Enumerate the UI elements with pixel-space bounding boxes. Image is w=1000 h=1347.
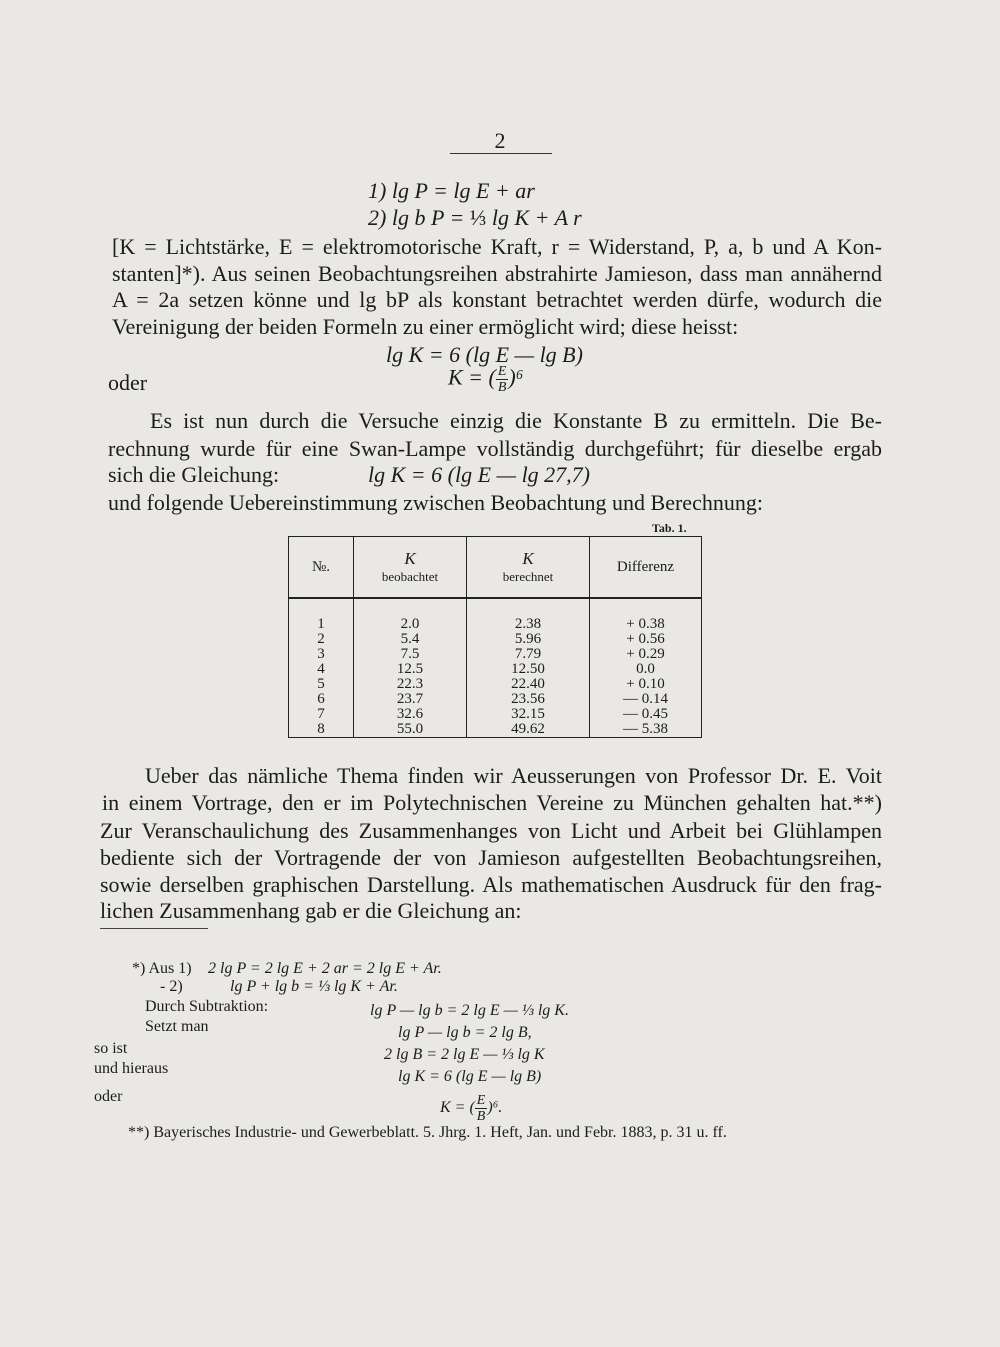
table-row xyxy=(289,632,702,647)
table-row xyxy=(289,662,702,677)
cell-no: 2 xyxy=(289,632,354,647)
cell-calculated: 2.38 xyxy=(467,617,590,632)
formula-alt xyxy=(448,364,523,395)
cell-difference: 0.0 xyxy=(590,662,702,677)
formula-main: lg K = 6 (lg E — lg B) xyxy=(386,342,583,367)
formula-alt-numerator: E xyxy=(497,364,507,379)
fn1-eq-5: 2 lg B = 2 lg E — ⅓ lg K xyxy=(384,1046,545,1063)
table-row xyxy=(289,647,702,662)
para2-formula: lg K = 6 (lg E — lg 27,7) xyxy=(368,462,591,487)
cell-difference: + 0.38 xyxy=(590,617,702,632)
para2-line-4: und folgende Uebereinstimmung zwischen Beobachtung und Berechnung: xyxy=(108,490,763,515)
para2-line-1: Es ist nun durch die Versuche einzig die Konstante B zu ermitteln. Die Be- xyxy=(150,408,882,433)
cell-observed: 23.7 xyxy=(354,692,467,707)
para3-line-1: Ueber das nämliche Thema finden wir Aeusserungen von Professor Dr. E. Voit xyxy=(145,763,882,788)
fn1-eq-7-fraction xyxy=(475,1093,488,1124)
cell-difference: + 0.56 xyxy=(590,632,702,647)
header-difference: Differenz xyxy=(590,537,702,599)
formula-alt-right: )⁶ xyxy=(508,364,524,390)
fn1-eq-4: lg P — lg b = 2 lg B, xyxy=(398,1024,532,1041)
cell-calculated: 32.15 xyxy=(467,707,590,722)
cell-calculated: 22.40 xyxy=(467,677,590,692)
header-observed-symbol: K xyxy=(404,549,416,568)
cell-difference: + 0.10 xyxy=(590,677,702,692)
table-header-row xyxy=(289,537,702,599)
table-caption: Tab. 1. xyxy=(652,521,687,535)
header-calculated-symbol: K xyxy=(522,549,534,568)
footnote-rule xyxy=(100,928,208,929)
formula-2-suffix: lg K + A r xyxy=(486,205,582,230)
table-row xyxy=(289,677,702,692)
cell-observed: 55.0 xyxy=(354,722,467,738)
cell-no: 7 xyxy=(289,707,354,722)
para2-line-3: sich die Gleichung: xyxy=(108,462,280,487)
fn1-label-2: - 2) xyxy=(160,978,183,995)
header-no: №. xyxy=(289,537,354,599)
fn1-eq-7-left: K = ( xyxy=(440,1099,475,1117)
para3-line-5: sowie derselben graphischen Darstellung. Als mathematischen Ausdruck für den frag- xyxy=(100,872,882,897)
cell-calculated: 7.79 xyxy=(467,647,590,662)
fn1-label-5: so ist xyxy=(94,1040,128,1057)
para1-line-4: Vereinigung der beiden Formeln zu einer ermöglicht wird; diese heisst: xyxy=(112,314,739,339)
formula-1: 1) lg P = lg E + ar xyxy=(368,178,535,203)
para3-line-3: Zur Veranschaulichung des Zusammenhanges von Licht und Arbeit bei Glühlampen xyxy=(100,818,882,843)
fn1-eq-7-denominator: B xyxy=(476,1109,486,1124)
table-spacer-row xyxy=(289,598,702,617)
cell-no: 6 xyxy=(289,692,354,707)
cell-observed: 12.5 xyxy=(354,662,467,677)
cell-calculated: 12.50 xyxy=(467,662,590,677)
cell-calculated: 5.96 xyxy=(467,632,590,647)
formula-alt-left: K = ( xyxy=(448,364,496,390)
cell-difference: — 5.38 xyxy=(590,722,702,738)
para1-line-3: A = 2a setzen könne und lg bP als konstant betrachtet werden dürfe, wodurch die xyxy=(112,287,882,312)
cell-observed: 22.3 xyxy=(354,677,467,692)
table-row xyxy=(289,707,702,722)
formula-2 xyxy=(368,205,582,231)
cell-difference: + 0.29 xyxy=(590,647,702,662)
cell-calculated: 49.62 xyxy=(467,722,590,738)
fn1-label-7: oder xyxy=(94,1088,123,1105)
table-row xyxy=(289,722,702,738)
header-calculated xyxy=(467,537,590,599)
fn1-eq-7 xyxy=(440,1093,502,1124)
cell-no: 4 xyxy=(289,662,354,677)
fn1-label-4: Setzt man xyxy=(145,1018,209,1035)
formula-alt-denominator: B xyxy=(497,380,507,395)
oder-label: oder xyxy=(108,370,148,395)
cell-no: 1 xyxy=(289,617,354,632)
data-table xyxy=(288,536,702,738)
fn1-eq-6: lg K = 6 (lg E — lg B) xyxy=(398,1068,542,1085)
cell-no: 8 xyxy=(289,722,354,738)
cell-observed: 2.0 xyxy=(354,617,467,632)
cell-difference: — 0.45 xyxy=(590,707,702,722)
formula-2-fraction: ⅓ xyxy=(469,205,487,230)
cell-observed: 5.4 xyxy=(354,632,467,647)
cell-observed: 7.5 xyxy=(354,647,467,662)
fn1-eq-1: 2 lg P = 2 lg E + 2 ar = 2 lg E + Ar. xyxy=(208,960,442,977)
table-row xyxy=(289,617,702,632)
fn1-eq-2: lg P + lg b = ⅓ lg K + Ar. xyxy=(230,978,398,995)
formula-2-prefix: 2) lg b P = xyxy=(368,205,470,230)
page-number-rule xyxy=(450,153,552,154)
fn1-label-3: Durch Subtraktion: xyxy=(145,998,269,1015)
fn1-label-1: *) Aus 1) xyxy=(132,960,192,977)
formula-alt-fraction xyxy=(496,364,509,395)
fn1-label-6: und hieraus xyxy=(94,1060,169,1077)
header-observed xyxy=(354,537,467,599)
footnote-2: **) Bayerisches Industrie- und Gewerbeblatt. 5. Jhrg. 1. Heft, Jan. und Febr. 1883, p. 31 u. ff. xyxy=(128,1124,727,1141)
cell-calculated: 23.56 xyxy=(467,692,590,707)
cell-observed: 32.6 xyxy=(354,707,467,722)
para3-line-4: bediente sich der Vortragende der von Jamieson aufgestellten Beobachtungsreihen, xyxy=(100,845,882,870)
para1-line-2: stanten]*). Aus seinen Beobachtungsreihen abstrahirte Jamieson, dass man annähernd xyxy=(112,261,882,286)
cell-no: 3 xyxy=(289,647,354,662)
header-calculated-label: berechnet xyxy=(502,569,554,584)
fn1-eq-7-right: )⁶. xyxy=(487,1099,503,1117)
para1-line-1: [K = Lichtstärke, E = elektromotorische Kraft, r = Widerstand, P, a, b und A Kon- xyxy=(112,234,882,259)
cell-difference: — 0.14 xyxy=(590,692,702,707)
para2-line-2: rechnung wurde für eine Swan-Lampe vollständig durchgeführt; für dieselbe ergab xyxy=(108,436,882,461)
fn1-eq-3: lg P — lg b = 2 lg E — ⅓ lg K. xyxy=(370,1002,569,1019)
cell-no: 5 xyxy=(289,677,354,692)
header-observed-label: beobachtet xyxy=(381,569,439,584)
table-row xyxy=(289,692,702,707)
fn1-eq-7-numerator: E xyxy=(476,1093,486,1108)
para3-line-6: lichen Zusammenhang gab er die Gleichung an: xyxy=(100,898,522,923)
para3-line-2: in einem Vortrage, den er im Polytechnischen Vereine zu München gehalten hat.**) xyxy=(102,790,882,815)
page-number: 2 xyxy=(494,128,506,153)
